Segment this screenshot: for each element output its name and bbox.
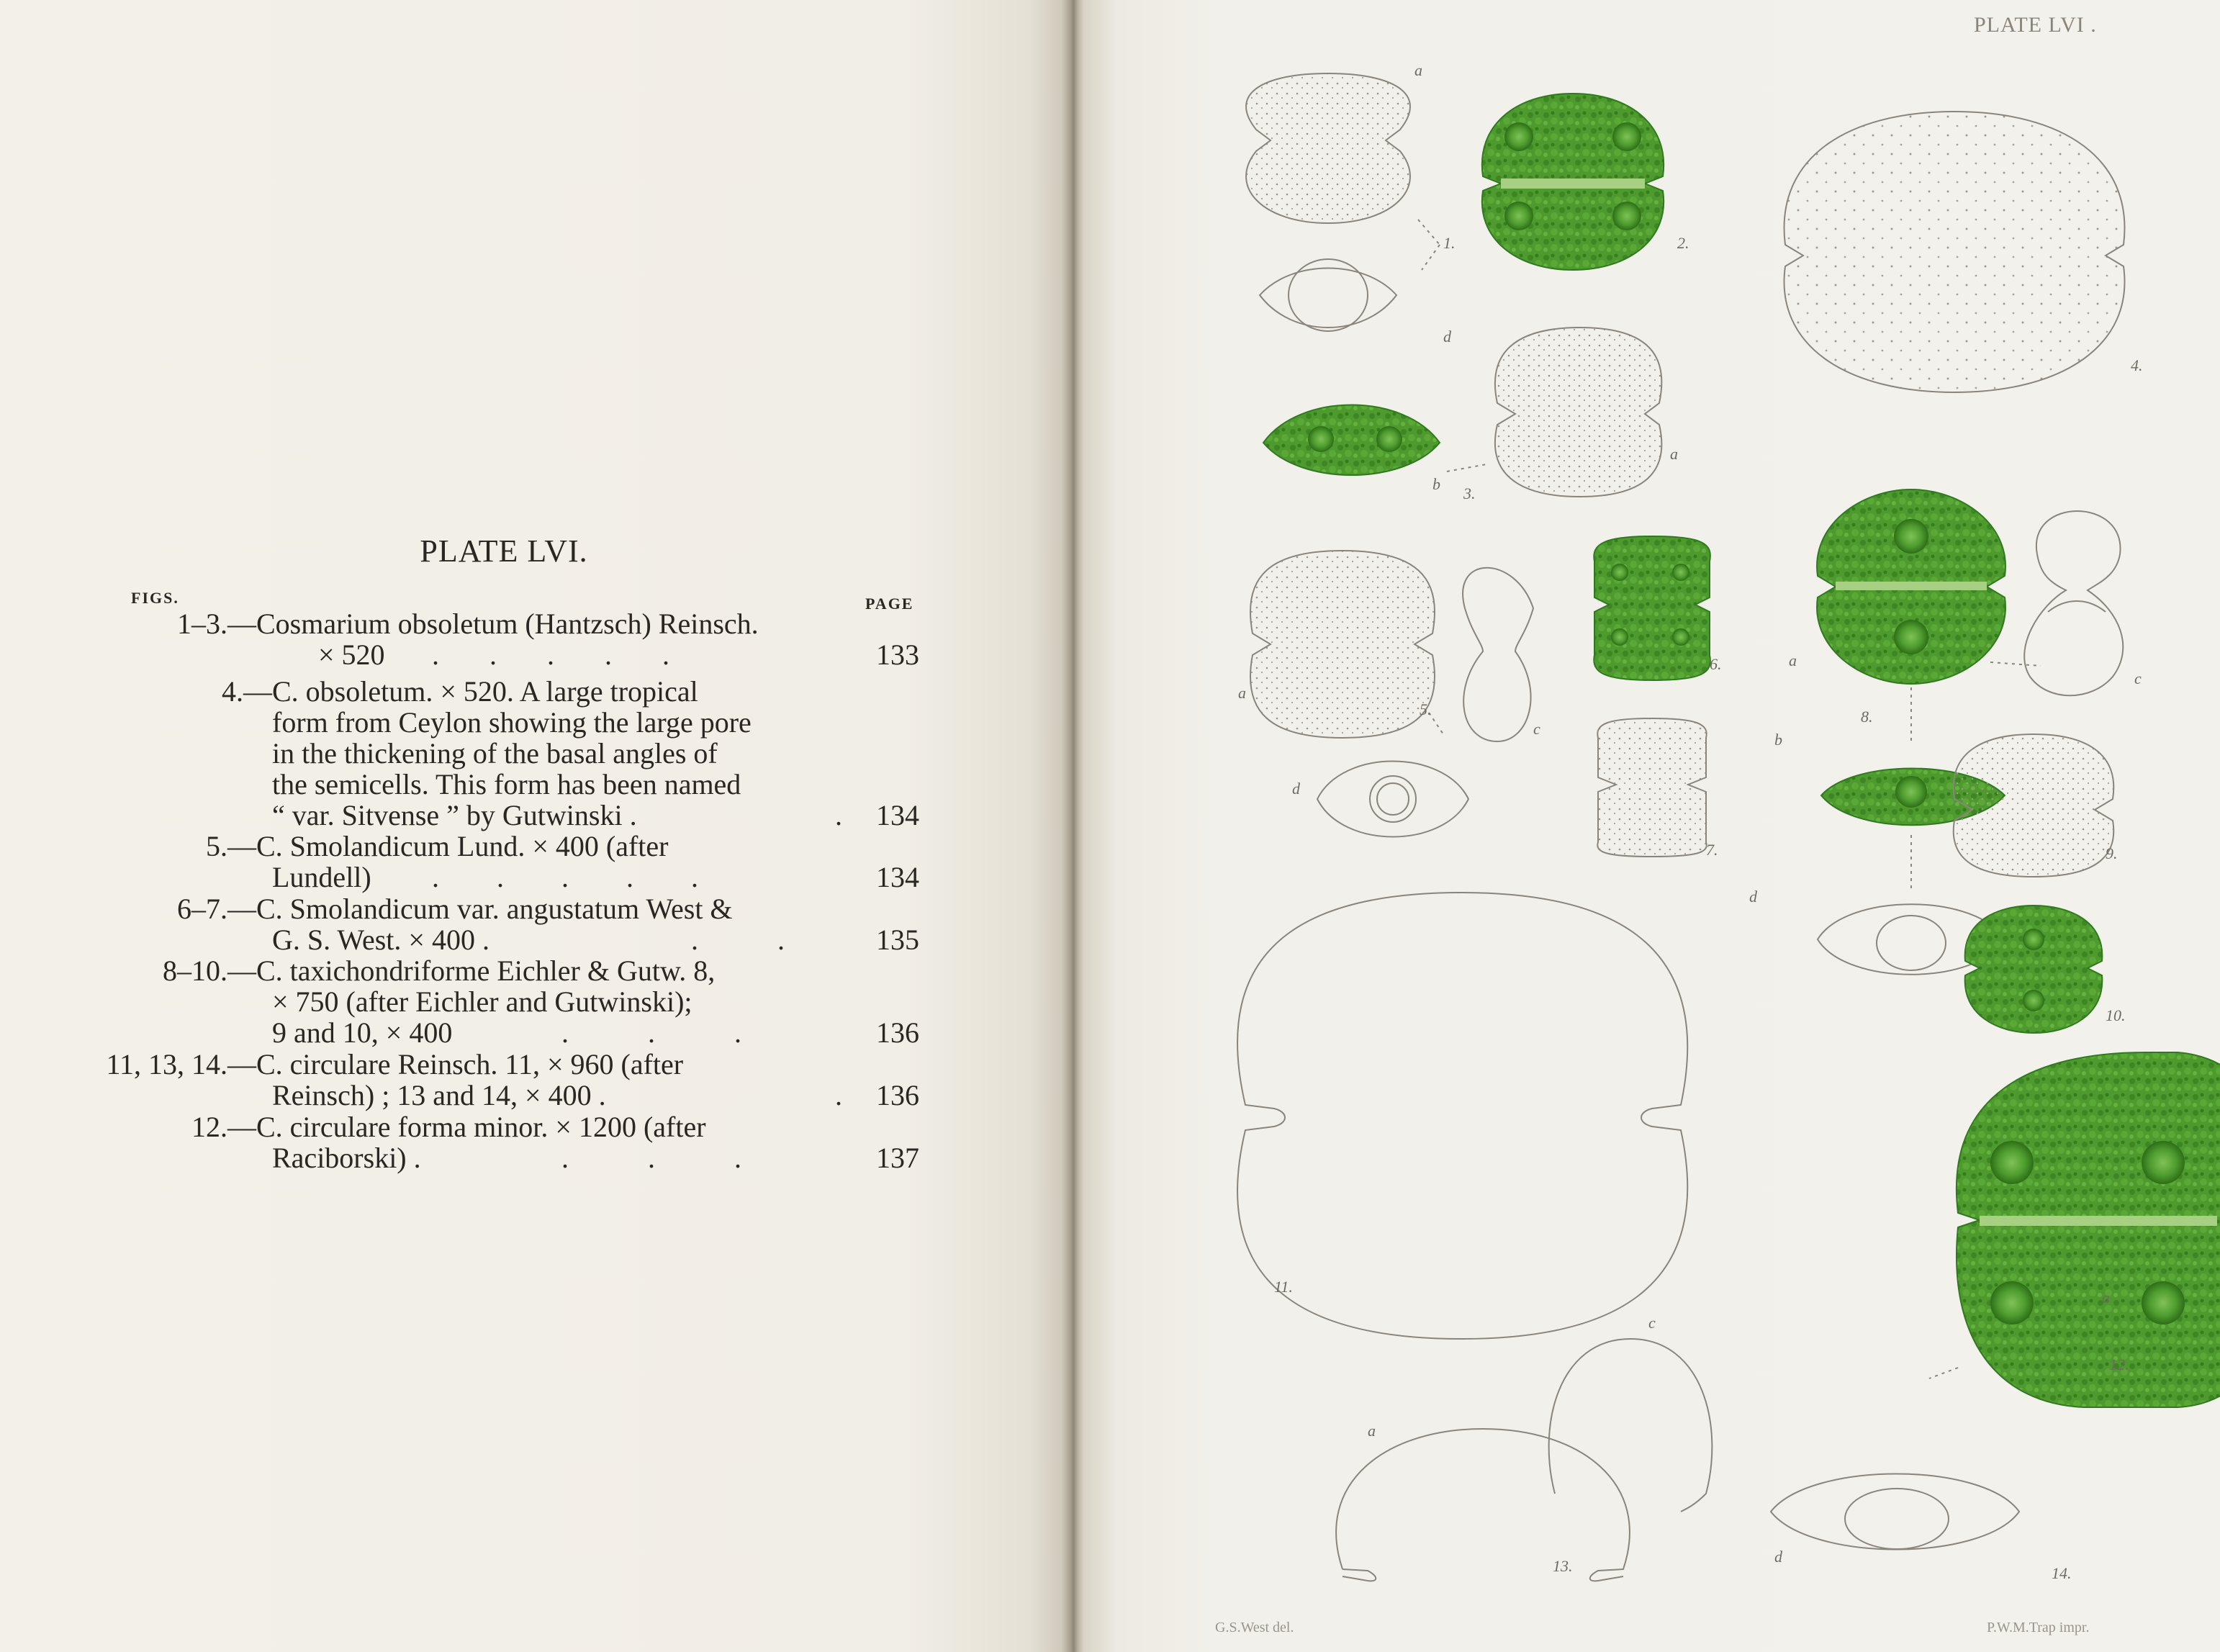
figure-14-end-view: [1771, 1474, 2019, 1550]
figure-label: 6.: [1710, 655, 1722, 673]
entry-figure-number: 1–3.—: [177, 608, 256, 640]
figure-label: 13.: [1553, 1557, 1573, 1575]
artist-credit: G.S.West del.: [1215, 1620, 1294, 1635]
entry-figure-number: 5.—: [206, 830, 256, 862]
entry-line: in the thickening of the basal angles of: [272, 737, 718, 769]
figure-3-end-view: [1263, 405, 1440, 476]
leader-dots: . . .: [561, 1016, 741, 1049]
figure-13-front: [1336, 1429, 1630, 1581]
figure-label: d: [1774, 1548, 1782, 1566]
plate-illustration: [1083, 0, 2220, 1652]
entry-line: Raciborski) .: [272, 1142, 421, 1174]
entry-line: × 750 (after Eichler and Gutwinski);: [272, 985, 692, 1018]
figure-label: 8.: [1861, 708, 1873, 726]
figure-5-front: [1250, 551, 1435, 738]
figure-13-side-view: [1549, 1339, 1713, 1512]
entry-line: the semicells. This form has been named: [272, 768, 741, 800]
entry-page: 136: [876, 1016, 919, 1049]
figure-8-side-view: [2024, 511, 2123, 695]
figure-label: a: [1414, 61, 1422, 79]
figure-label: d: [1443, 328, 1451, 346]
figure-6: [1594, 536, 1710, 680]
figure-label: a: [1789, 651, 1797, 669]
figure-5-end-view: [1317, 762, 1468, 837]
entry-line: C. obsoletum. × 520. A large tropical: [272, 675, 698, 708]
figure-label: a: [1670, 445, 1678, 463]
figure-label: 2.: [1677, 234, 1689, 252]
entry-line: “ var. Sitvense ” by Gutwinski .: [272, 799, 637, 831]
figure-label: b: [1432, 475, 1440, 493]
entry-figure-number: 11, 13, 14.—: [106, 1048, 256, 1080]
entry-figure-number: 4.—: [222, 675, 272, 708]
leader-dots: . . .: [561, 1142, 741, 1174]
entry-line: Cosmarium obsoletum (Hantzsch) Reinsch.: [256, 608, 759, 640]
figure-label: 10.: [2106, 1006, 2126, 1024]
figure-label: d: [1749, 888, 1757, 906]
figure-label: a: [1238, 684, 1246, 702]
figure-label: a: [1368, 1422, 1376, 1440]
leader-dots: .: [835, 799, 842, 831]
left-page: [0, 0, 1062, 1652]
entry-line: C. circulare Reinsch. 11, × 960 (after: [256, 1048, 684, 1080]
figure-9: [1954, 734, 2114, 877]
entry-page: 134: [876, 861, 919, 893]
printer-credit: P.W.M.Trap impr.: [1987, 1620, 2090, 1635]
figure-4: [1784, 112, 2125, 392]
figure-label: c: [1533, 720, 1540, 738]
entry-line: Reinsch) ; 13 and 14, × 400 .: [272, 1079, 606, 1111]
leader-dots: . . . . .: [432, 861, 698, 893]
figure-label: 3.: [1463, 484, 1476, 502]
leader-dots: . .: [691, 924, 785, 956]
entry-figure-number: 6–7.—: [177, 893, 256, 925]
entry-line: G. S. West. × 400 .: [272, 924, 489, 956]
figure-label: 9.: [2106, 844, 2118, 862]
figure-label: b: [1774, 731, 1782, 749]
entry-page: 137: [876, 1142, 919, 1174]
entry-line: C. circulare forma minor. × 1200 (after: [256, 1111, 706, 1143]
figure-label: 4.: [2131, 356, 2143, 374]
entry-line: Lundell): [272, 861, 371, 893]
entry-line: C. taxichondriforme Eichler & Gutw. 8,: [256, 954, 716, 987]
figure-10: [1965, 906, 2103, 1033]
entry-line: C. Smolandicum Lund. × 400 (after: [256, 830, 669, 862]
plate-number-label: PLATE LVI .: [1974, 13, 2097, 37]
entry-figure-number: 8–10.—: [163, 954, 256, 987]
figs-column-header: FIGS.: [131, 589, 179, 607]
figure-1-end-view: [1260, 268, 1396, 328]
figure-7: [1597, 718, 1706, 857]
page-column-header: PAGE: [865, 595, 914, 613]
entry-line: × 520: [318, 638, 385, 671]
figure-12: [1957, 1052, 2220, 1407]
book-gutter: [1062, 0, 1083, 1652]
figure-label: a: [2102, 1288, 2110, 1306]
figure-label: 12.: [2109, 1355, 2129, 1373]
entry-page: 133: [876, 638, 919, 671]
figure-5-side-view: [1463, 568, 1533, 741]
figure-label: 14.: [2052, 1564, 2072, 1582]
figure-label: 1.: [1443, 234, 1456, 252]
figure-3-front: [1495, 328, 1661, 497]
entry-page: 135: [876, 924, 919, 956]
entry-line: form from Ceylon showing the large pore: [272, 706, 752, 739]
entry-figure-number: 12.—: [191, 1111, 256, 1143]
entry-page: 134: [876, 799, 919, 831]
figure-label: d: [1292, 780, 1300, 798]
figure-label: 5.: [1420, 700, 1432, 718]
plate-title: PLATE LVI.: [420, 533, 588, 569]
leader-dots: . . . . .: [432, 638, 669, 671]
entry-line: 9 and 10, × 400: [272, 1016, 453, 1049]
figure-label: 7.: [1706, 841, 1718, 859]
figure-label: c: [2134, 669, 2142, 687]
entry-page: 136: [876, 1079, 919, 1111]
leader-dots: .: [835, 1079, 842, 1111]
figure-label: c: [1648, 1314, 1656, 1332]
figure-11: [1237, 893, 1687, 1339]
figure-label: 11.: [1274, 1278, 1293, 1296]
figure-1-front: [1246, 73, 1410, 223]
entry-line: C. Smolandicum var. angustatum West &: [256, 893, 733, 925]
